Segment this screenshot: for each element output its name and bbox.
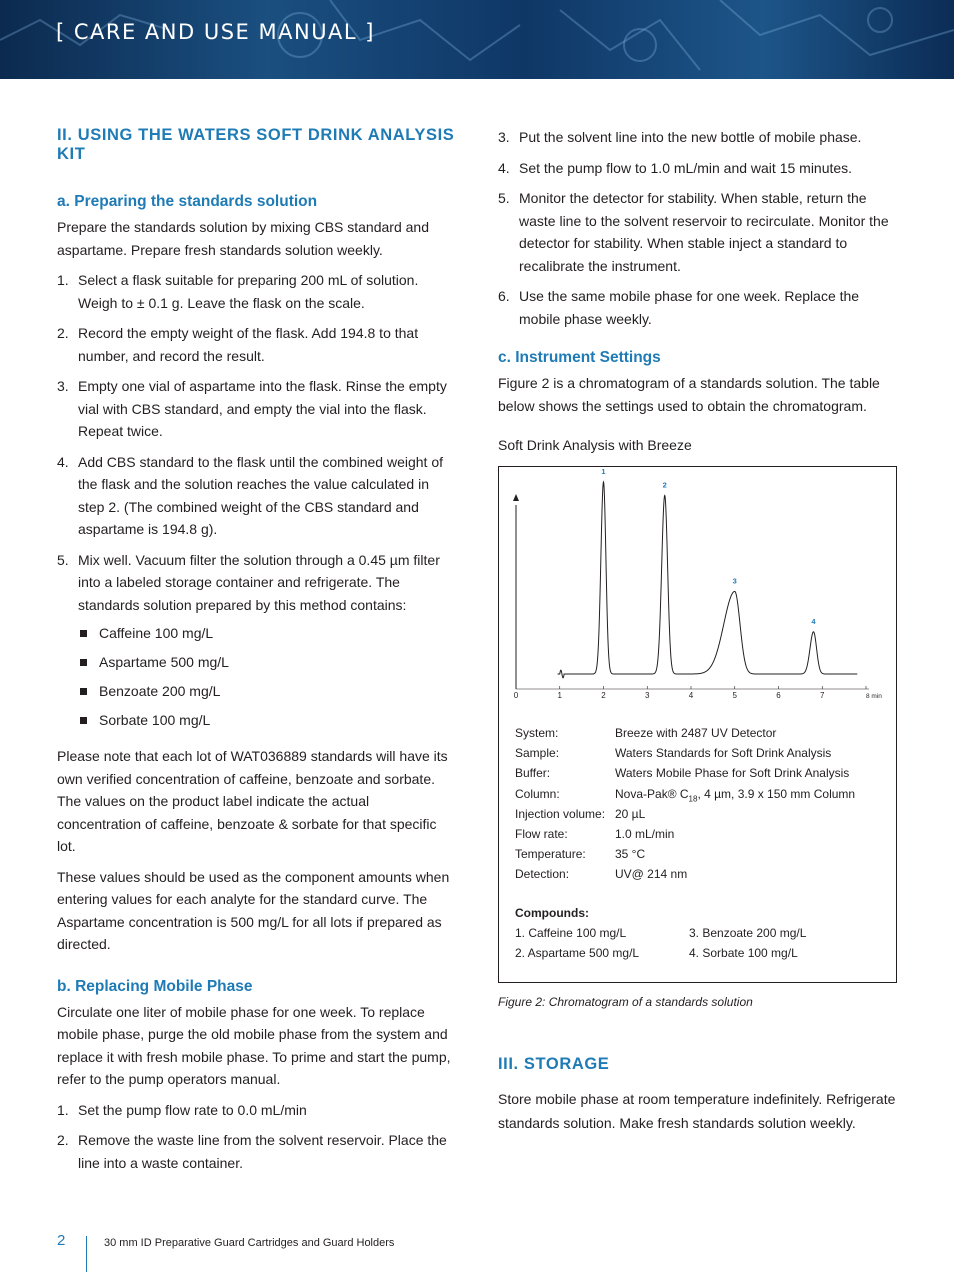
figure-box <box>498 466 897 983</box>
x-tick-label: 3 <box>645 691 650 700</box>
list-item: 1. Set the pump flow rate to 0.0 mL/min <box>57 1101 307 1118</box>
page-number: 2 <box>57 1232 66 1249</box>
settings-row: Temperature: 35 °C <box>515 847 646 862</box>
lot-note: Please note that each lot of WAT036889 standards will have its own verified concentration of caffeine, benzoate and sorbate. The values on the product label indicate the actual concentration of caffeine, benzoate & sorbate for that specific lot. <box>57 748 448 854</box>
list-item: 2. Remove the waste line from the solvent reservoir. Place the line into a waste container. <box>57 1132 447 1171</box>
x-tick-label: 5 <box>732 691 737 700</box>
peak-label: 2 <box>662 480 667 490</box>
storage-text: Store mobile phase at room temperature indefinitely. Refrigerate standards solution. Make fresh standards solution weekly. <box>498 1091 896 1131</box>
peak-label: 4 <box>811 616 816 626</box>
preparing-steps <box>57 269 457 731</box>
x-tick-label: 2 <box>601 691 606 700</box>
settings-row: Detection: UV@ 214 nm <box>515 867 688 882</box>
document-title: [ CARE AND USE MANUAL ] <box>56 20 375 44</box>
list-item: 1. Select a flask suitable for preparing 200 mL of solution. Weigh to ± 0.1 g. Leave the flask on the scale. <box>57 272 419 311</box>
bullet-item: Caffeine 100 mg/L <box>78 622 457 644</box>
section-title-using-kit: II. USING THE WATERS SOFT DRINK ANALYSIS KIT <box>57 126 455 163</box>
preparing-intro: Prepare the standards solution by mixing CBS standard and aspartame. Prepare fresh standards solution weekly. <box>57 219 429 258</box>
peak-label: 1 <box>601 467 606 476</box>
y-axis-arrow <box>513 494 519 501</box>
figure-caption: Figure 2: Chromatogram of a standards solution <box>498 995 753 1009</box>
peak-label: 3 <box>732 576 737 586</box>
chromatogram-chart <box>499 467 898 717</box>
settings-row: Buffer: Waters Mobile Phase for Soft Drink Analysis <box>515 766 850 781</box>
subsection-title-instrument: c. Instrument Settings <box>498 349 661 366</box>
subsection-title-replacing: b. Replacing Mobile Phase <box>57 977 253 995</box>
bullet-item: Sorbate 100 mg/L <box>78 709 457 731</box>
figure-title: Soft Drink Analysis with Breeze <box>498 437 692 453</box>
x-tick-label: 6 <box>776 691 781 700</box>
settings-row: Injection volume: 20 µL <box>515 806 646 821</box>
list-item: 6. Use the same mobile phase for one week. Replace the mobile phase weekly. <box>498 288 860 327</box>
x-tick-label: 4 <box>688 691 694 700</box>
contents-list <box>78 622 457 731</box>
compounds-row: 1. Caffeine 100 mg/L 3. Benzoate 200 mg/L <box>515 926 807 940</box>
compounds-table <box>515 903 885 963</box>
list-item: 4. Add CBS standard to the flask until the combined weight of the flask and the solution reaches the value calculated in step 2. (The combined weight of the CBS standard and aspartame is 194.8 g). <box>57 453 443 537</box>
list-item: 5. Mix well. Vacuum filter the solution through a 0.45 µm filter into a labeled storage container and refrigerate. The standards solution prepared by this method contains: Caffeine 100 mg/L Aspartame 500 mg/L Benzoate 200 mg/L Sorbate 100 mg/L <box>57 549 457 732</box>
replacing-steps-continued <box>498 126 898 330</box>
bullet-item: Aspartame 500 mg/L <box>78 651 457 673</box>
settings-row: Column: Nova-Pak® $C_{18}$, 4 µm, 3.9 x 150 mm Column <box>515 786 856 803</box>
list-item: 5. Monitor the detector for stability. When stable, return the waste line to the solvent reservoir to recirculate. Monitor the detector for stability. When stable inject a standard to recalibrate the instrument. <box>498 190 889 274</box>
x-tick-label: 7 <box>820 691 825 700</box>
subsection-title-preparing: a. Preparing the standards solution <box>57 193 318 210</box>
chromatogram-trace <box>558 482 858 678</box>
component-note: These values should be used as the component amounts when entering values for each analyte for the standard curve. The Aspartame concentration is 500 mg/L for all lots if prepared as directed. <box>57 868 450 952</box>
x-tick-label: 0 <box>513 691 519 700</box>
section-title-storage: III. STORAGE <box>498 1055 610 1073</box>
replacing-steps <box>57 1099 457 1175</box>
instrument-intro: Figure 2 is a chromatogram of a standards solution. The table below shows the settings used to obtain the chromatogram. <box>498 375 880 414</box>
settings-row: System: Breeze with 2487 UV Detector <box>515 726 777 740</box>
compounds-heading: Compounds: <box>515 906 589 920</box>
footer-text: 30 mm ID Preparative Guard Cartridges and Guard Holders <box>104 1237 395 1249</box>
settings-table <box>515 723 885 885</box>
x-tick-label: 8 min <box>866 693 882 700</box>
list-item: 3. Put the solvent line into the new bottle of mobile phase. <box>498 129 862 145</box>
x-tick-label: 1 <box>557 691 562 700</box>
settings-row: Sample: Waters Standards for Soft Drink Analysis <box>515 746 832 761</box>
list-item: 4. Set the pump flow to 1.0 mL/min and wait 15 minutes. <box>498 159 853 176</box>
header-banner <box>0 0 954 79</box>
settings-row: Flow rate: 1.0 mL/min <box>515 826 675 841</box>
footer-divider <box>86 1236 87 1272</box>
replacing-intro: Circulate one liter of mobile phase for one week. To replace mobile phase, purge the old mobile phase from the system and replace it with fresh mobile phase. To prime and start the pump, refer to the pump operators manual. <box>57 1003 451 1087</box>
list-item: 2. Record the empty weight of the flask. Add 194.8 to that number, and record the result. <box>57 325 419 364</box>
right-column <box>498 126 898 453</box>
compounds-row: 2. Aspartame 500 mg/L 4. Sorbate 100 mg/L <box>515 946 798 960</box>
left-column <box>57 126 457 1182</box>
list-item: 3. Empty one vial of aspartame into the flask. Rinse the empty vial with CBS standard, and empty the vial into the flask. Repeat twice. <box>57 378 447 439</box>
bullet-item: Benzoate 200 mg/L <box>78 680 457 702</box>
